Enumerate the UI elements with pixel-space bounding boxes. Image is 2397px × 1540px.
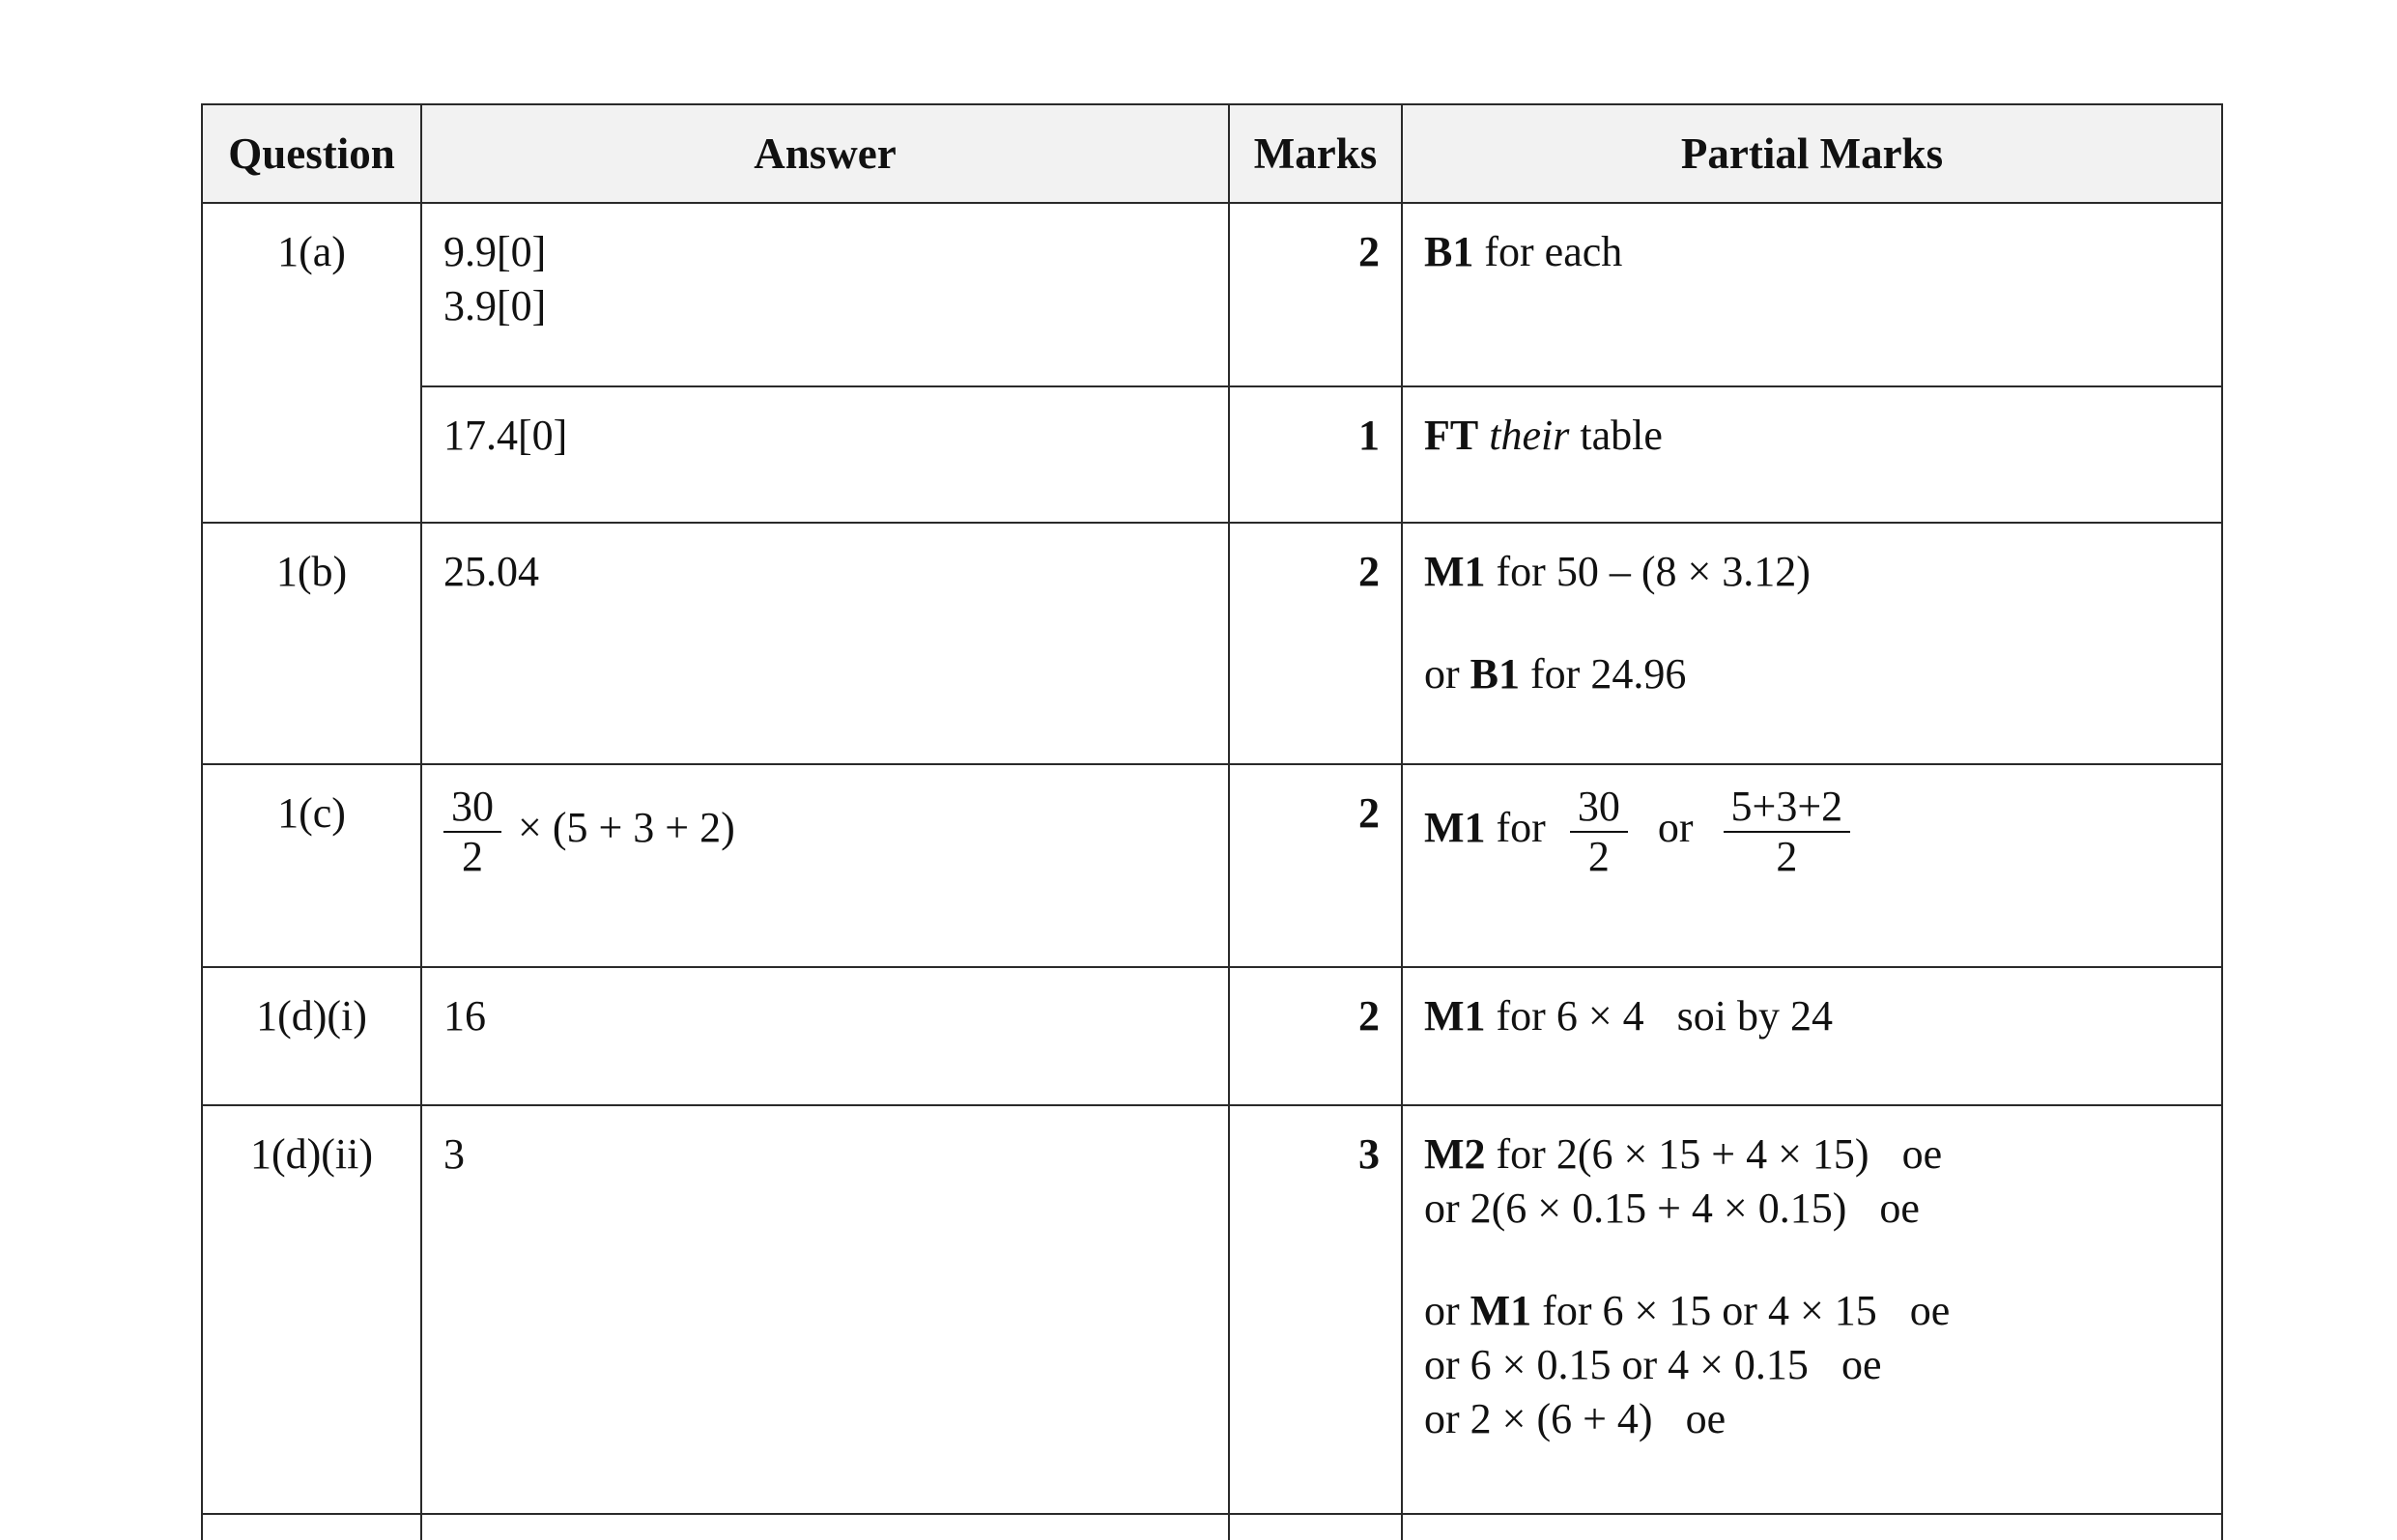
partial-text: table (1569, 412, 1663, 459)
partial-text: for (1485, 804, 1546, 852)
answer-cell: 17.4[0] (421, 386, 1229, 523)
header-answer: Answer (421, 104, 1229, 203)
partial-marks-cell (1402, 764, 2222, 967)
fraction-denominator: 2 (1587, 833, 1610, 880)
answer-cell (421, 203, 1229, 386)
empty-cell (202, 1514, 421, 1540)
partial-text: oe (1685, 1395, 1726, 1442)
table-row-1di (202, 967, 2222, 1105)
partial-marks-cell (1402, 967, 2222, 1105)
partial-line (1424, 647, 2200, 701)
partial-line (1424, 1182, 2200, 1236)
answer-cell: 25.04 (421, 523, 1229, 764)
partial-text: oe (1909, 1287, 1951, 1334)
partial-marks-cell (1402, 386, 2222, 523)
partial-text: or (1424, 650, 1470, 698)
table-row-1dii (202, 1105, 2222, 1514)
empty-cell (1229, 1514, 1402, 1540)
marks-cell: 2 (1229, 523, 1402, 764)
question-cell: 1(d)(ii) (202, 1105, 421, 1514)
empty-cell (421, 1514, 1229, 1540)
mark-code: B1 (1470, 650, 1521, 698)
partial-text: for 24.96 (1520, 650, 1687, 698)
table-row-1c (202, 764, 2222, 967)
partial-line (1424, 225, 2200, 279)
partial-text: oe (1841, 1341, 1882, 1388)
header-question: Question (202, 104, 421, 203)
partial-line (1424, 409, 2200, 463)
answer-expression: × (5 + 3 + 2) (518, 804, 735, 852)
partial-marks-cell (1402, 1105, 2222, 1514)
fraction (1724, 783, 1851, 881)
table-row-continuation (202, 1514, 2222, 1540)
mark-code: M1 (1424, 992, 1486, 1040)
partial-marks-cell (1402, 523, 2222, 764)
partial-text: or 2(6 × 0.15 + 4 × 0.15) (1424, 1184, 1847, 1232)
marks-cell: 2 (1229, 967, 1402, 1105)
fraction-numerator: 30 (443, 783, 501, 833)
fraction (443, 783, 501, 881)
mark-scheme-table (201, 103, 2223, 1540)
partial-text: for each (1473, 228, 1623, 275)
partial-text: or 6 × 0.15 or 4 × 0.15 (1424, 1341, 1809, 1388)
partial-italic: their (1489, 412, 1570, 459)
fraction-denominator: 2 (1776, 833, 1798, 880)
header-partial-marks: Partial Marks (1402, 104, 2222, 203)
mark-code: M1 (1424, 548, 1486, 595)
question-cell: 1(d)(i) (202, 967, 421, 1105)
marks-cell: 2 (1229, 764, 1402, 967)
fraction-numerator: 30 (1570, 783, 1628, 833)
empty-cell (1402, 1514, 2222, 1540)
answer-cell: 3 (421, 1105, 1229, 1514)
partial-text: for 50 – (8 × 3.12) (1485, 548, 1811, 595)
answer-line: 3.9[0] (443, 282, 547, 329)
table-row-1b (202, 523, 2222, 764)
table-row-1a (202, 203, 2222, 386)
partial-text: oe (1901, 1130, 1943, 1178)
partial-marks-cell (1402, 203, 2222, 386)
question-cell: 1(b) (202, 523, 421, 764)
question-cell: 1(c) (202, 764, 421, 967)
partial-line (1424, 1284, 2200, 1338)
marks-cell: 2 (1229, 203, 1402, 386)
answer-cell (421, 764, 1229, 967)
answer-cell: 16 (421, 967, 1229, 1105)
answer-line: 9.9[0] (443, 228, 547, 275)
partial-text: or (1424, 1287, 1470, 1334)
fraction-numerator: 5+3+2 (1724, 783, 1851, 833)
partial-text: for 6 × 4 (1485, 992, 1644, 1040)
partial-line (1424, 545, 2200, 599)
mark-code: M1 (1470, 1287, 1532, 1334)
mark-code: B1 (1424, 228, 1474, 275)
question-cell: 1(a) (202, 203, 421, 523)
table-row-1a-total (202, 386, 2222, 523)
partial-line (1424, 989, 2200, 1043)
partial-text: oe (1879, 1184, 1920, 1232)
partial-line (1424, 1392, 2200, 1446)
fraction (1570, 783, 1628, 881)
header-marks: Marks (1229, 104, 1402, 203)
fraction-denominator: 2 (462, 833, 483, 880)
partial-text: for 6 × 15 or 4 × 15 (1531, 1287, 1877, 1334)
partial-line (1424, 1127, 2200, 1182)
header-row (202, 104, 2222, 203)
partial-text: soi by 24 (1676, 992, 1834, 1040)
mark-code: M2 (1424, 1130, 1486, 1178)
marks-cell: 1 (1229, 386, 1402, 523)
partial-text: for 2(6 × 15 + 4 × 15) (1485, 1130, 1869, 1178)
mark-code: FT (1424, 412, 1479, 459)
marks-cell: 3 (1229, 1105, 1402, 1514)
partial-text: or (1657, 804, 1694, 852)
mark-code: M1 (1424, 804, 1486, 852)
partial-text: or 2 × (6 + 4) (1424, 1395, 1653, 1442)
